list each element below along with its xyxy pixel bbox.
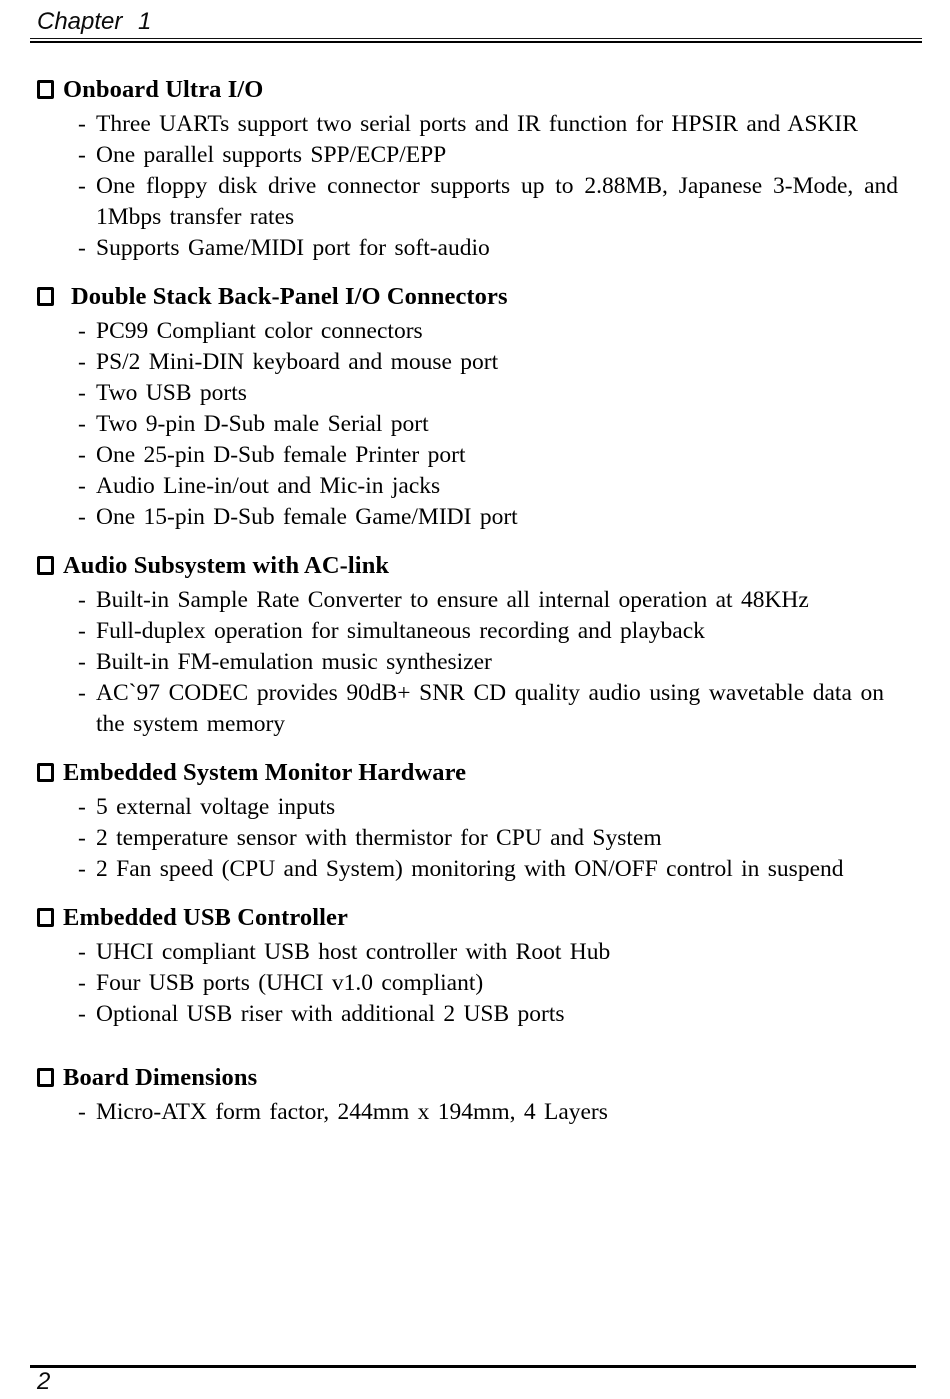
feature-item-text: PS/2 Mini-DIN keyboard and mouse port — [96, 349, 499, 375]
section-items — [37, 792, 920, 885]
section-items — [37, 109, 920, 264]
dash-bullet: - — [78, 825, 86, 851]
section-heading — [37, 1062, 920, 1094]
dash-bullet: - — [78, 856, 86, 882]
dash-bullet: - — [78, 680, 86, 706]
square-bullet-icon — [37, 1068, 54, 1087]
section-items — [37, 316, 920, 533]
chapter-title: Chapter 1 — [37, 8, 152, 35]
dash-bullet: - — [78, 411, 86, 437]
feature-item — [37, 968, 920, 999]
feature-item — [37, 585, 920, 616]
page-body — [0, 43, 950, 1128]
feature-item — [37, 171, 920, 233]
dash-bullet: - — [78, 318, 86, 344]
feature-item — [37, 409, 920, 440]
feature-item — [37, 854, 920, 885]
feature-item — [37, 471, 920, 502]
feature-item — [37, 678, 920, 740]
feature-item — [37, 616, 920, 647]
page-number: 2 — [37, 1368, 51, 1395]
feature-item-text: Audio Line-in/out and Mic-in jacks — [96, 473, 441, 499]
feature-item-text: 5 external voltage inputs — [96, 794, 336, 820]
section-usb-controller — [37, 902, 920, 1030]
feature-item-text: 2 temperature sensor with thermistor for CPU and System — [96, 825, 662, 851]
feature-item-text: One parallel supports SPP/ECP/EPP — [96, 142, 447, 168]
section-board-dimensions — [37, 1062, 920, 1128]
feature-item-text: Four USB ports (UHCI v1.0 compliant) — [96, 970, 484, 996]
feature-item — [37, 316, 920, 347]
dash-bullet: - — [78, 587, 86, 613]
dash-bullet: - — [78, 649, 86, 675]
dash-bullet: - — [78, 142, 86, 168]
section-items — [37, 937, 920, 1030]
feature-item-text: AC`97 CODEC provides 90dB+ SNR CD quality audio using wavetable data on the system memory — [96, 680, 884, 737]
feature-item-text: Two 9-pin D-Sub male Serial port — [96, 411, 429, 437]
dash-bullet: - — [78, 442, 86, 468]
section-heading — [37, 902, 920, 934]
dash-bullet: - — [78, 235, 86, 261]
dash-bullet: - — [78, 111, 86, 137]
section-heading — [37, 550, 920, 582]
feature-item — [37, 823, 920, 854]
feature-item — [37, 233, 920, 264]
feature-item-text: Three UARTs support two serial ports and IR function for HPSIR and ASKIR — [96, 111, 858, 137]
section-heading — [37, 74, 920, 106]
feature-item-text: One 25-pin D-Sub female Printer port — [96, 442, 466, 468]
section-title: Board Dimensions — [63, 1064, 258, 1091]
dash-bullet: - — [78, 1099, 86, 1125]
feature-item — [37, 378, 920, 409]
dash-bullet: - — [78, 349, 86, 375]
section-title: Embedded System Monitor Hardware — [63, 759, 467, 786]
square-bullet-icon — [37, 763, 54, 782]
dash-bullet: - — [78, 380, 86, 406]
feature-item-text: Built-in Sample Rate Converter to ensure all internal operation at 48KHz — [96, 587, 809, 613]
feature-item — [37, 999, 920, 1030]
feature-item — [37, 937, 920, 968]
feature-item — [37, 502, 920, 533]
dash-bullet: - — [78, 794, 86, 820]
section-title: Onboard Ultra I/O — [63, 76, 264, 103]
feature-item — [37, 792, 920, 823]
square-bullet-icon — [37, 908, 54, 927]
feature-item — [37, 347, 920, 378]
feature-item-text: One floppy disk drive connector supports up to 2.88MB, Japanese 3-Mode, and 1Mbps transfer rates — [96, 173, 898, 230]
section-title: Double Stack Back-Panel I/O Connectors — [71, 283, 508, 310]
feature-item-text: Two USB ports — [96, 380, 247, 406]
feature-item-text: One 15-pin D-Sub female Game/MIDI port — [96, 504, 518, 530]
feature-item-text: Built-in FM-emulation music synthesizer — [96, 649, 492, 675]
section-heading — [37, 757, 920, 789]
section-back-panel-io — [37, 281, 920, 533]
feature-item — [37, 647, 920, 678]
page-footer — [30, 1365, 916, 1395]
feature-item-text: PC99 Compliant color connectors — [96, 318, 423, 344]
section-audio-subsystem — [37, 550, 920, 740]
section-title: Audio Subsystem with AC-link — [63, 552, 390, 579]
dash-bullet: - — [78, 618, 86, 644]
section-items — [37, 1097, 920, 1128]
section-heading — [37, 281, 920, 313]
dash-bullet: - — [78, 173, 86, 199]
section-onboard-ultra-io — [37, 74, 920, 264]
feature-item — [37, 109, 920, 140]
dash-bullet: - — [78, 473, 86, 499]
dash-bullet: - — [78, 970, 86, 996]
feature-item — [37, 140, 920, 171]
square-bullet-icon — [37, 80, 54, 99]
page-header — [0, 0, 950, 43]
dash-bullet: - — [78, 504, 86, 530]
dash-bullet: - — [78, 1001, 86, 1027]
section-items — [37, 585, 920, 740]
section-title: Embedded USB Controller — [63, 904, 348, 931]
feature-item-text: UHCI compliant USB host controller with Root Hub — [96, 939, 611, 965]
feature-item-text: Micro-ATX form factor, 244mm x 194mm, 4 Layers — [96, 1099, 608, 1125]
feature-item-text: Full-duplex operation for simultaneous recording and playback — [96, 618, 705, 644]
square-bullet-icon — [37, 287, 54, 306]
dash-bullet: - — [78, 939, 86, 965]
square-bullet-icon — [37, 556, 54, 575]
section-system-monitor — [37, 757, 920, 885]
feature-item-text: Optional USB riser with additional 2 USB ports — [96, 1001, 565, 1027]
feature-item-text: 2 Fan speed (CPU and System) monitoring with ON/OFF control in suspend — [96, 856, 844, 882]
feature-item — [37, 440, 920, 471]
feature-item — [37, 1097, 920, 1128]
feature-item-text: Supports Game/MIDI port for soft-audio — [96, 235, 490, 261]
